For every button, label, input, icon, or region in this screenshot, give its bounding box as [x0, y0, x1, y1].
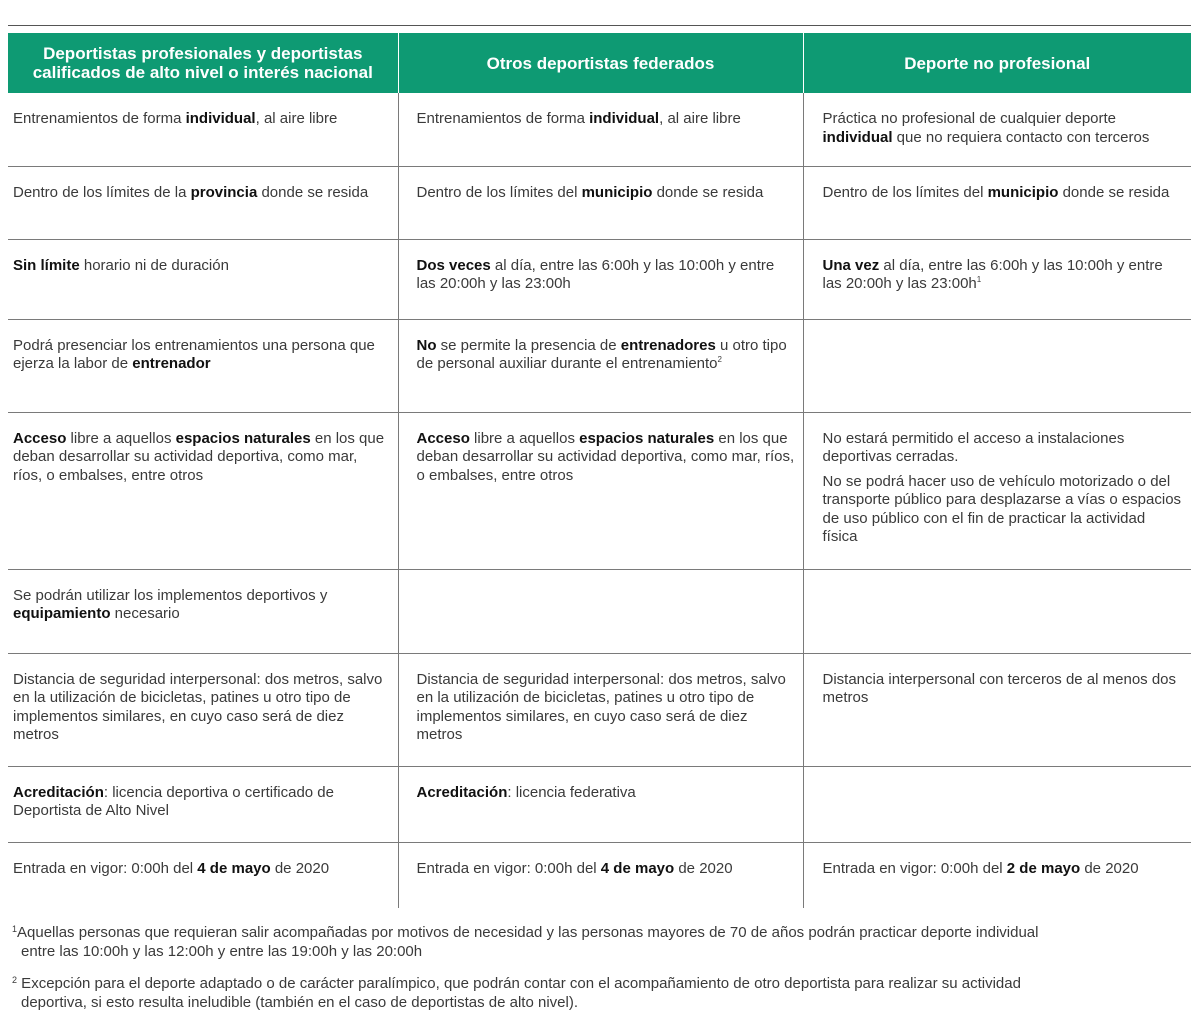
cell-training-mode-federated: Entrenamientos de forma individual, al aire libre — [398, 93, 803, 166]
cell-coach-non-professional — [803, 319, 1191, 412]
cell-effective-date-professional: Entrada en vigor: 0:00h del 4 de mayo de 2020 — [8, 842, 398, 908]
transport-restriction-note: No se podrá hacer uso de vehículo motorizado o del transporte público para desplazarse a vías o espacios de uso público con el fin de practicar la actividad física — [822, 472, 1182, 545]
header-federated-athletes: Otros deportistas federados — [398, 33, 803, 93]
cell-accreditation-federated: Acreditación: licencia federativa — [398, 766, 803, 842]
cell-distance-federated: Distancia de seguridad interpersonal: dos metros, salvo en la utilización de bicicletas, patines u otro tipo de implementos similares, en cuyo caso será de diez metros — [398, 653, 803, 766]
cell-facilities-non-professional — [803, 412, 1191, 569]
cell-equipment-federated — [398, 569, 803, 653]
cell-distance-professional: Distancia de seguridad interpersonal: dos metros, salvo en la utilización de bicicletas, patines u otro tipo de implementos similares, en cuyo caso será de diez metros — [8, 653, 398, 766]
cell-effective-date-non-professional: Entrada en vigor: 0:00h del 2 de mayo de 2020 — [803, 842, 1191, 908]
footnote-text-continued: deportiva, si esto resulta ineludible (también en el caso de deportistas de alto nivel). — [21, 993, 578, 1011]
cell-equipment-non-professional — [803, 569, 1191, 653]
cell-territory-federated: Dentro de los límites del municipio donde se resida — [398, 166, 803, 239]
cell-accreditation-non-professional — [803, 766, 1191, 842]
cell-coach-professional: Podrá presenciar los entrenamientos una persona que ejerza la labor de entrenador — [8, 319, 398, 412]
cell-distance-non-professional: Distancia interpersonal con terceros de al menos dos metros — [803, 653, 1191, 766]
table-row — [8, 319, 1191, 412]
header-non-professional-sport: Deporte no profesional — [803, 33, 1191, 93]
footnotes — [12, 920, 1197, 1022]
cell-training-mode-professional: Entrenamientos de forma individual, al aire libre — [13, 110, 338, 127]
table-row — [8, 239, 1191, 319]
header-professional-athletes: Deportistas profesionales y deportistas calificados de alto nivel o interés nacional — [8, 33, 398, 93]
footnote-text-continued: entre las 10:00h y las 12:00h y entre las 19:00h y las 20:00h — [21, 942, 423, 960]
footnote-mark: 2 — [12, 975, 18, 985]
closed-facilities-note: No estará permitido el acceso a instalaciones deportivas cerradas. — [822, 429, 1125, 465]
cell-equipment-professional: Se podrán utilizar los implementos deportivos y equipamiento necesario — [8, 569, 398, 653]
footnote-mark: 1 — [12, 924, 18, 934]
cell-effective-date-federated: Entrada en vigor: 0:00h del 4 de mayo de 2020 — [398, 842, 803, 908]
cell-coach-federated: No se permite la presencia de entrenadores u otro tipo de personal auxiliar durante el entrenamiento$^2$ — [398, 319, 803, 412]
table-row — [8, 766, 1191, 842]
footnote-2 — [12, 971, 1197, 1012]
footnote-text: Aquellas personas que requieran salir acompañadas por motivos de necesidad y las personas mayores de 70 de años podrán practicar deporte individual — [17, 924, 1039, 941]
cell-training-mode-non-professional: Práctica no profesional de cualquier deporte individual que no requiera contacto con terceros — [803, 93, 1191, 166]
cell-natural-spaces-professional: Acceso libre a aquellos espacios naturales en los que deban desarrollar su actividad deportiva, como mar, ríos, o embalses, entre otros — [8, 412, 398, 569]
footnote-text: Excepción para el deporte adaptado o de carácter paralímpico, que podrán contar con el acompañamiento de otro deportista para realizar su actividad — [17, 975, 1021, 992]
table-row — [8, 653, 1191, 766]
table-row — [8, 166, 1191, 239]
top-rule — [8, 25, 1191, 26]
sports-rules-table — [8, 33, 1191, 908]
cell-natural-spaces-federated: Acceso libre a aquellos espacios naturales en los que deban desarrollar su actividad deportiva, como mar, ríos, o embalses, entre otros — [398, 412, 803, 569]
footnote-ref-2: 2 — [717, 355, 722, 364]
cell-territory-professional: Dentro de los límites de la provincia donde se resida — [8, 166, 398, 239]
table-row — [8, 842, 1191, 908]
footnote-ref-1: 1 — [976, 275, 982, 284]
table-header-row — [8, 33, 1191, 93]
cell-schedule-non-professional: Una vez al día, entre las 6:00h y las 10:00h y entre las 20:00h y las $23:00h^1$ — [803, 239, 1191, 319]
footnote-1 — [12, 920, 1197, 961]
cell-schedule-professional: Sin límite horario ni de duración — [8, 239, 398, 319]
table-row — [8, 569, 1191, 653]
table-row — [8, 93, 1191, 166]
cell-territory-non-professional: Dentro de los límites del municipio donde se resida — [803, 166, 1191, 239]
cell-accreditation-professional: Acreditación: licencia deportiva o certificado de Deportista de Alto Nivel — [8, 766, 398, 842]
cell-schedule-federated: Dos veces al día, entre las 6:00h y las 10:00h y entre las 20:00h y las 23:00h — [398, 239, 803, 319]
table-row — [8, 412, 1191, 569]
